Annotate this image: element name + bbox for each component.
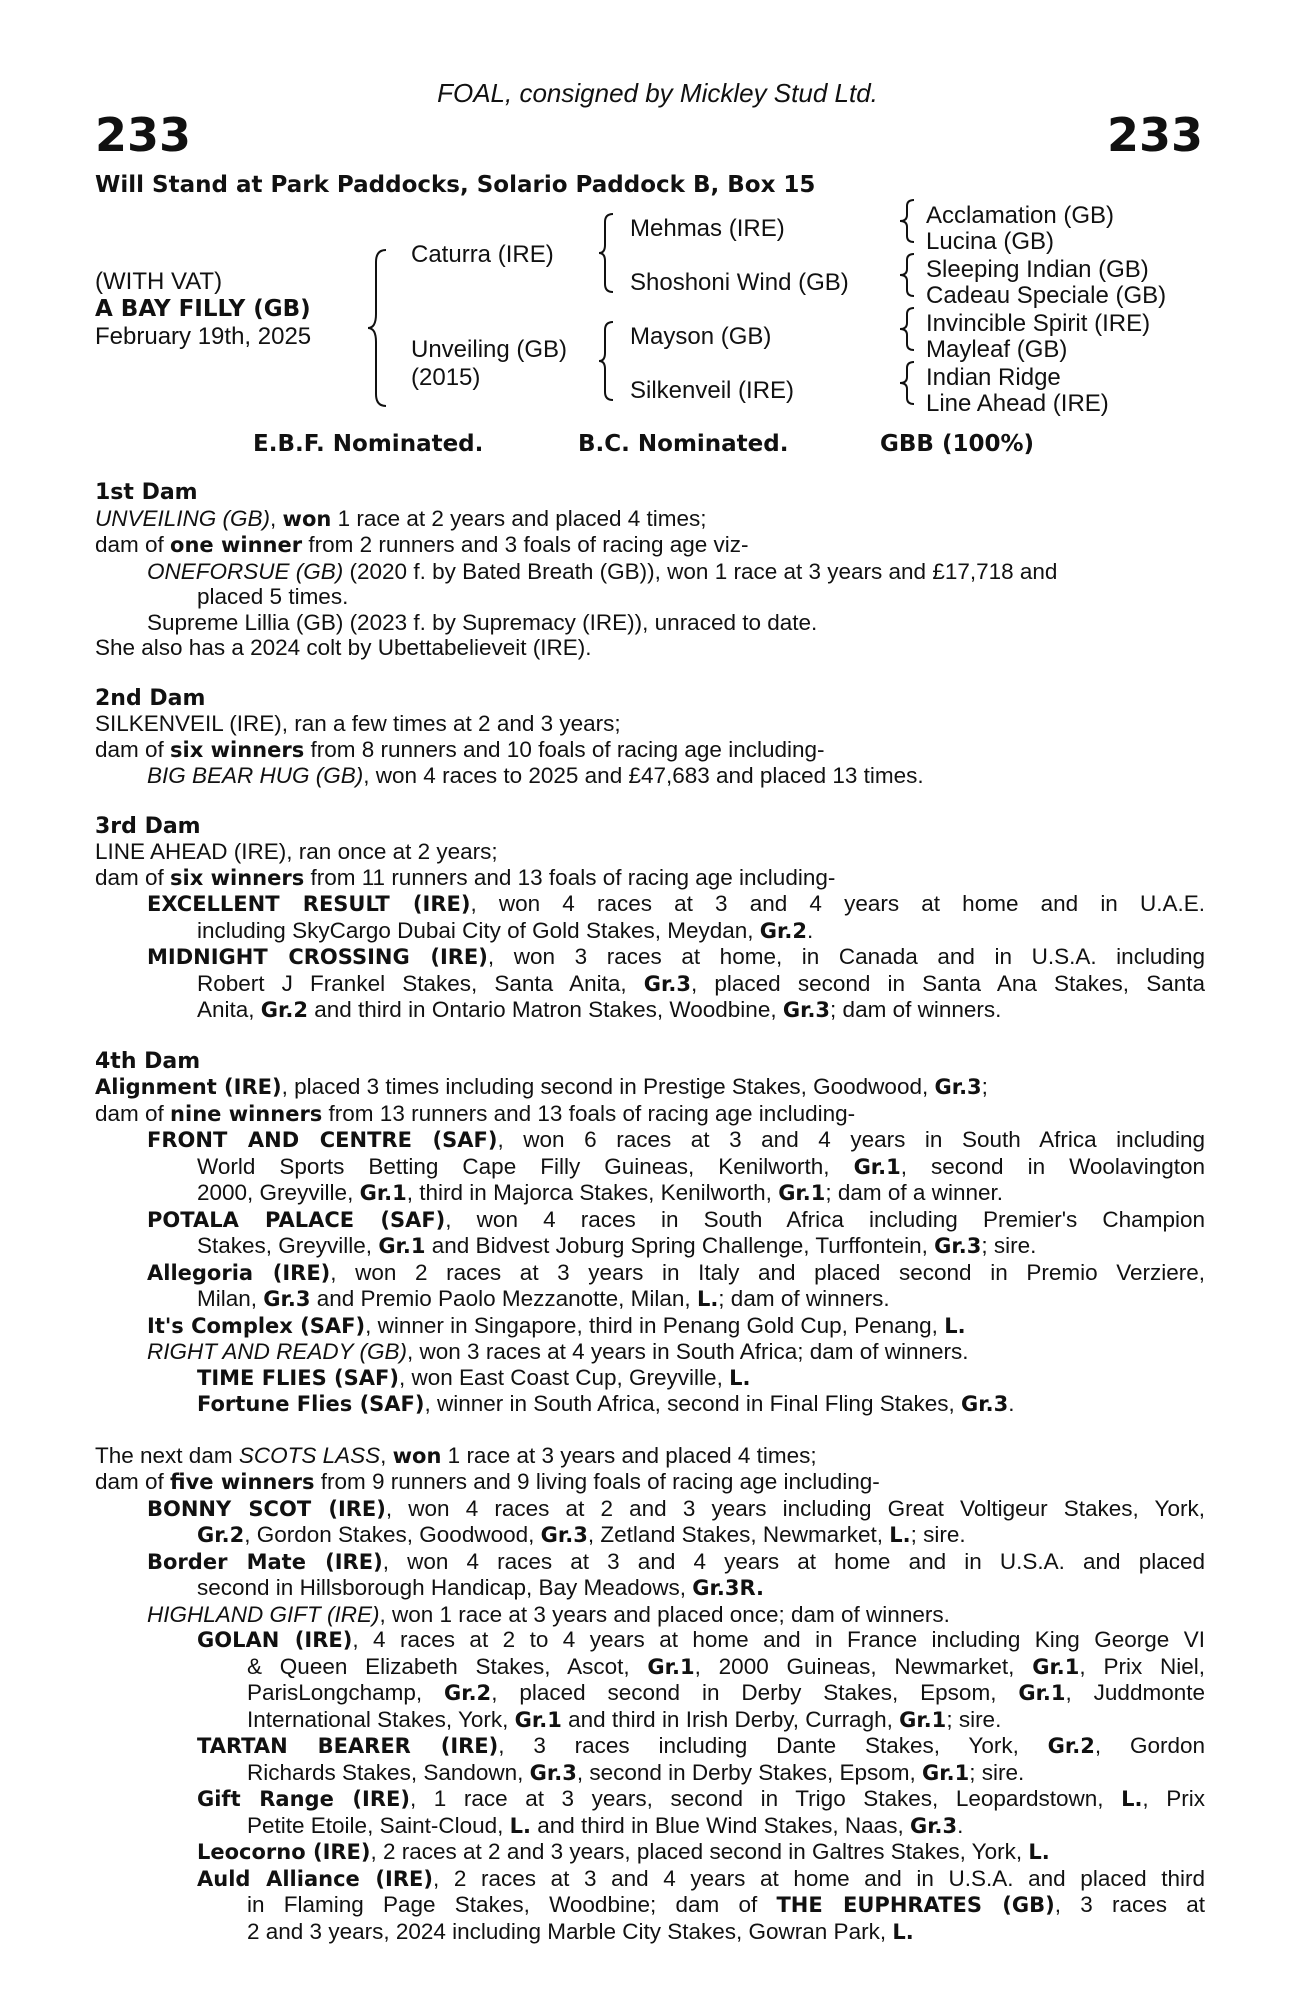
produce-entry-grand-cont: & Queen Elizabeth Stakes, Ascot, Gr.1, 2000 Guineas, Newmarket, Gr.1, Prix Niel,	[247, 1653, 1206, 1679]
consignment-line: FOAL, consigned by Mickley Stud Ltd.	[437, 78, 878, 108]
produce-entry-cont: second in Hillsborough Handicap, Bay Meadows, Gr.3R.	[197, 1575, 765, 1600]
produce-entry: Allegoria (IRE), won 2 races at 3 years in Italy and placed second in Premio Verziere,	[147, 1259, 1205, 1285]
produce-entry: FRONT AND CENTRE (SAF), won 6 races at 3 and 4 years in South Africa including	[147, 1127, 1205, 1152]
produce-entry-grand-cont: Petite Etoile, Saint-Cloud, L. and third in Blue Wind Stakes, Naas, Gr.3.	[247, 1812, 964, 1838]
produce-entry: POTALA PALACE (SAF), won 4 races in South Africa including Premier's Champion	[147, 1206, 1205, 1232]
produce-entry-grand: GOLAN (IRE), 4 races at 2 to 4 years at home and in France including King George VI	[197, 1627, 1205, 1652]
second-dam-title: 2nd Dam	[95, 685, 206, 711]
second-dam-line: SILKENVEIL (IRE), ran a few times at 2 and 3 years;	[95, 711, 621, 736]
first-dam-title: 1st Dam	[95, 480, 198, 505]
produce-entry-grand: Leocorno (IRE), 2 races at 2 and 3 years, placed second in Galtres Stakes, York, L.	[197, 1839, 1050, 1864]
pedigree-brace-ds	[898, 306, 916, 352]
pedigree-sss: Acclamation (GB)	[926, 202, 1115, 229]
produce-entry: It's Complex (SAF), winner in Singapore, third in Penang Gold Cup, Penang, L.	[147, 1312, 966, 1338]
first-dam-line: UNVEILING (GB), won 1 race at 2 years and placed 4 times;	[95, 505, 707, 531]
foaling-date: February 19th, 2025	[95, 323, 312, 350]
pedigree-dss: Invincible Spirit (IRE)	[926, 310, 1151, 337]
produce-entry: EXCELLENT RESULT (IRE), won 4 races at 3 and 4 years at home and in U.A.E.	[147, 891, 1205, 916]
pedigree-sdd: Cadeau Speciale (GB)	[926, 282, 1167, 309]
pedigree-dds: Indian Ridge	[926, 364, 1061, 391]
produce-entry-grand: Gift Range (IRE), 1 race at 3 years, second in Trigo Stakes, Leopardstown, L., Prix	[197, 1786, 1205, 1811]
produce-entry: HIGHLAND GIFT (IRE), won 1 race at 3 years and placed once; dam of winners.	[147, 1601, 950, 1627]
produce-record	[95, 480, 1205, 1945]
first-dam-produce-summary: dam of one winner from 2 runners and 3 foals of racing age viz-	[95, 532, 749, 557]
produce-entry-cont: Robert J Frankel Stakes, Santa Anita, Gr.3, placed second in Santa Ana Stakes, Santa	[197, 970, 1205, 996]
fourth-dam-line: Alignment (IRE), placed 3 times including second in Prestige Stakes, Goodwood, Gr.3;	[95, 1074, 988, 1099]
produce-entry-cont: including SkyCargo Dubai City of Gold Stakes, Meydan, Gr.2.	[197, 917, 814, 943]
gbb-status: GBB (100%)	[880, 431, 1035, 457]
produce-entry-cont: 2000, Greyville, Gr.1, third in Majorca Stakes, Kenilworth, Gr.1; dam of a winner.	[197, 1180, 1003, 1205]
ebf-nomination: E.B.F. Nominated.	[253, 431, 484, 457]
produce-entry-cont: Anita, Gr.2 and third in Ontario Matron Stakes, Woodbine, Gr.3; dam of winners.	[197, 997, 1002, 1022]
produce-entry-grand-cont: in Flaming Page Stakes, Woodbine; dam of THE EUPHRATES (GB), 3 races at	[247, 1892, 1205, 1917]
pedigree-sire-sire: Mehmas (IRE)	[630, 215, 785, 242]
pedigree-brace-main	[366, 248, 388, 408]
produce-entry-grand-cont: International Stakes, York, Gr.1 and third in Irish Derby, Curragh, Gr.1; sire.	[247, 1706, 1002, 1732]
pedigree-dsd: Mayleaf (GB)	[926, 336, 1068, 363]
third-dam-produce-summary: dam of six winners from 11 runners and 13 foals of racing age including-	[95, 864, 836, 890]
pedigree-dam-year: (2015)	[411, 364, 481, 391]
pedigree-sds: Sleeping Indian (GB)	[926, 256, 1149, 283]
produce-entry-cont: Stakes, Greyville, Gr.1 and Bidvest Joburg Spring Challenge, Turffontein, Gr.3; sire.	[197, 1233, 1037, 1258]
bc-nomination: B.C. Nominated.	[578, 431, 789, 457]
produce-entry-cont: World Sports Betting Cape Filly Guineas, Kenilworth, Gr.1, second in Woolavington	[197, 1153, 1205, 1179]
produce-entry-grand: TIME FLIES (SAF), won East Coast Cup, Greyville, L.	[197, 1364, 751, 1390]
third-dam-line: LINE AHEAD (IRE), ran once at 2 years;	[95, 839, 498, 864]
produce-note: She also has a 2024 colt by Ubettabelieveit (IRE).	[95, 635, 592, 660]
pedigree-ddd: Line Ahead (IRE)	[926, 390, 1109, 417]
third-dam-title: 3rd Dam	[95, 813, 201, 839]
produce-entry-grand: Auld Alliance (IRE), 2 races at 3 and 4 years at home and in U.S.A. and placed third	[197, 1865, 1205, 1891]
vat-label: (WITH VAT)	[95, 268, 223, 295]
pedigree-dam-dam: Silkenveil (IRE)	[630, 377, 795, 404]
second-dam-produce-summary: dam of six winners from 8 runners and 10 foals of racing age including-	[95, 736, 825, 762]
produce-entry: Border Mate (IRE), won 4 races at 3 and 4 years at home and in U.S.A. and placed	[147, 1548, 1206, 1574]
pedigree-brace-dam	[597, 320, 615, 402]
pedigree-sire: Caturra (IRE)	[411, 241, 554, 268]
pedigree-brace-sd	[898, 252, 916, 298]
produce-entry: Supreme Lillia (GB) (2023 f. by Supremacy (IRE)), unraced to date.	[147, 609, 818, 635]
produce-entry-grand-cont: ParisLongchamp, Gr.2, placed second in Derby Stakes, Epsom, Gr.1, Juddmonte	[247, 1680, 1205, 1705]
lot-number-right: 233	[1106, 108, 1203, 162]
next-dam-produce-summary: dam of five winners from 9 runners and 9 living foals of racing age including-	[95, 1469, 880, 1494]
pedigree-brace-sire	[597, 212, 615, 294]
lot-number-left: 233	[95, 108, 192, 162]
produce-entry: ONEFORSUE (GB) (2020 f. by Bated Breath (GB)), won 1 race at 3 years and £17,718 and	[147, 558, 1058, 584]
stand-location: Will Stand at Park Paddocks, Solario Paddock B, Box 15	[95, 172, 816, 198]
produce-entry-grand-cont: Richards Stakes, Sandown, Gr.3, second in Derby Stakes, Epsom, Gr.1; sire.	[247, 1759, 1025, 1785]
pedigree-ssd: Lucina (GB)	[926, 228, 1055, 255]
pedigree-sire-dam: Shoshoni Wind (GB)	[630, 269, 849, 296]
fourth-dam-produce-summary: dam of nine winners from 13 runners and 13 foals of racing age including-	[95, 1100, 856, 1126]
produce-entry: BONNY SCOT (IRE), won 4 races at 2 and 3 years including Great Voltigeur Stakes, York,	[147, 1495, 1206, 1521]
produce-entry-cont: Milan, Gr.3 and Premio Paolo Mezzanotte, Milan, L.; dam of winners.	[197, 1286, 890, 1311]
produce-entry-grand: Fortune Flies (SAF), winner in South Africa, second in Final Fling Stakes, Gr.3.	[197, 1391, 1015, 1416]
produce-entry-cont: placed 5 times.	[197, 584, 349, 609]
produce-entry: RIGHT AND READY (GB), won 3 races at 4 years in South Africa; dam of winners.	[147, 1339, 969, 1364]
next-dam-line: The next dam SCOTS LASS, won 1 race at 3 years and placed 4 times;	[95, 1442, 817, 1468]
produce-entry-cont: Gr.2, Gordon Stakes, Goodwood, Gr.3, Zetland Stakes, Newmarket, L.; sire.	[197, 1522, 966, 1547]
pedigree-brace-dd	[898, 360, 916, 406]
pedigree-dam-sire: Mayson (GB)	[630, 323, 772, 350]
fourth-dam-title: 4th Dam	[95, 1048, 201, 1074]
pedigree-dam: Unveiling (GB)	[411, 336, 568, 363]
horse-name: A BAY FILLY (GB)	[95, 296, 311, 322]
pedigree-brace-ss	[898, 198, 916, 244]
produce-entry-grand: TARTAN BEARER (IRE), 3 races including Dante Stakes, York, Gr.2, Gordon	[197, 1733, 1205, 1758]
produce-entry: MIDNIGHT CROSSING (IRE), won 3 races at home, in Canada and in U.S.A. including	[147, 944, 1205, 969]
produce-entry: BIG BEAR HUG (GB), won 4 races to 2025 and £47,683 and placed 13 times.	[147, 763, 924, 788]
produce-entry-grand-cont: 2 and 3 years, 2024 including Marble City Stakes, Gowran Park, L.	[247, 1918, 914, 1944]
